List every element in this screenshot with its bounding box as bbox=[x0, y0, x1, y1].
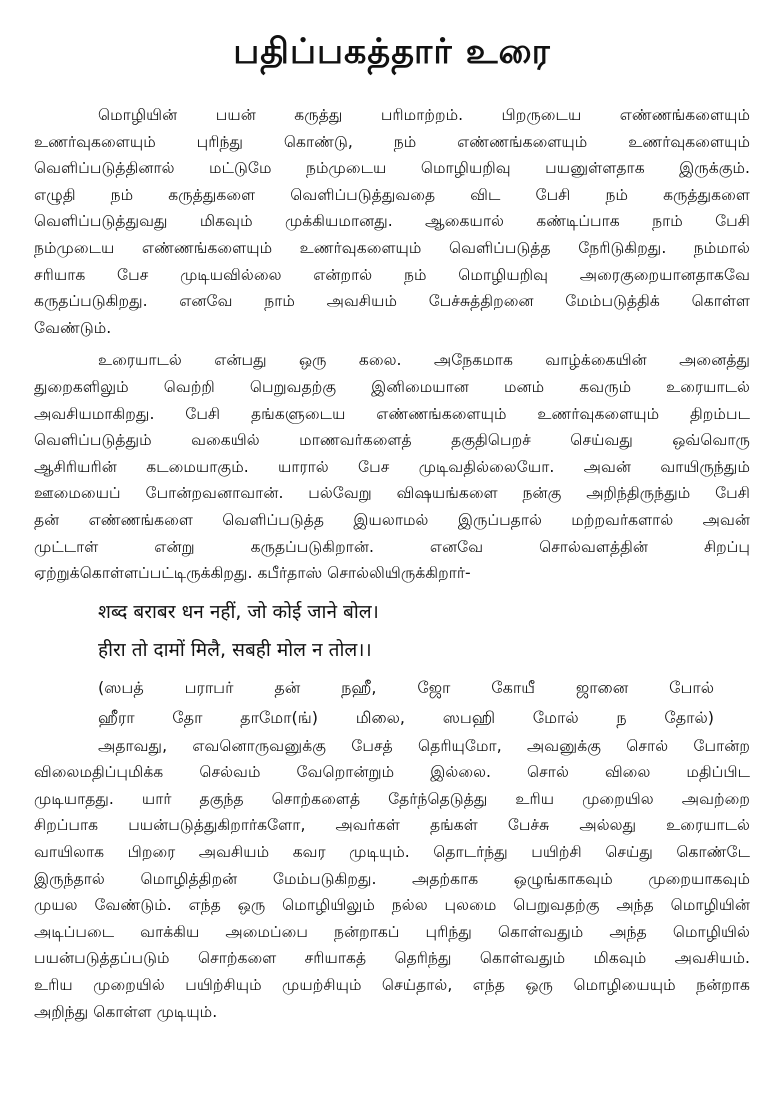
paragraph-line: அறிந்து கொள்ள முடியும். bbox=[34, 1002, 218, 1021]
paragraph-line: தன் எண்ணங்களை வெளிப்படுத்த இயலாமல் இருப்பதால் மற்றவர்களால் அவன் bbox=[34, 510, 750, 529]
transliteration-line: ஹீரா தோ தாமோ(ங்) மிலை, ஸபஹி மோல் ந தோல்) bbox=[98, 707, 714, 727]
paragraph-line: நம்முடைய எண்ணங்களையும் உணர்வுகளையும் வெளிப்படுத்த நேரிடுகிறது. நம்மால் bbox=[34, 238, 750, 257]
verse-line: हीरा तो दामों मिलै, सबही मोल न तोल।। bbox=[98, 638, 372, 661]
paragraph-line: ஏற்றுக்கொள்ளப்பட்டிருக்கிறது. கபீர்தாஸ் சொல்லியிருக்கிறார்- bbox=[34, 564, 471, 583]
paragraph-line: கருதப்படுகிறது. எனவே நாம் அவசியம் பேச்சுத்திறனை மேம்படுத்திக் கொள்ள bbox=[34, 292, 750, 311]
paragraph-line: முட்டாள் என்று கருதப்படுகிறான். எனவே சொல்வளத்தின் சிறப்பு bbox=[34, 537, 750, 556]
paragraph-line: சரியாக பேச முடியவில்லை என்றால் நம் மொழியறிவு அரைகுறையானதாகவே bbox=[34, 265, 750, 284]
paragraph-2 bbox=[34, 347, 750, 586]
paragraph-line: சிறப்பாக பயன்படுத்துகிறார்களோ, அவர்கள் தங்கள் பேச்சு அல்லது உரையாடல் bbox=[34, 816, 750, 835]
paragraph-line: ஊமையைப் போன்றவனாவான். பல்வேறு விஷயங்களை நன்கு அறிந்திருந்தும் பேசி bbox=[34, 484, 750, 503]
paragraph-1 bbox=[34, 102, 750, 341]
paragraph-line: வெளிப்படுத்தும் வகையில் மாணவர்களைத் தகுதிபெறச் செய்வது ஒவ்வொரு bbox=[34, 431, 750, 450]
paragraph-line: ஆசிரியரின் கடமையாகும். யாரால் பேச முடிவதில்லையோ. அவன் வாயிருந்தும் bbox=[34, 457, 750, 476]
paragraph-line: அதாவது, எவனொருவனுக்கு பேசத் தெரியுமோ, அவனுக்கு சொல் போன்ற bbox=[98, 736, 750, 755]
paragraph-line: உரையாடல் என்பது ஒரு கலை. அநேகமாக வாழ்க்கையின் அனைத்து bbox=[98, 351, 750, 370]
paragraph-line: அடிப்படை வாக்கிய அமைப்பை நன்றாகப் புரிந்து கொள்வதும் அந்த மொழியில் bbox=[34, 922, 750, 941]
paragraph-line: அவசியமாகிறது. பேசி தங்களுடைய எண்ணங்களையும் உணர்வுகளையும் திறம்பட bbox=[34, 404, 750, 423]
paragraph-line: முடியாதது. யார் தகுந்த சொற்களைத் தேர்ந்தெடுத்து உரிய முறையில அவற்றை bbox=[34, 789, 750, 808]
transliteration-line: (ஸபத் பராபர் தன் நஹீ, ஜோ கோயீ ஜானை போல் bbox=[98, 677, 714, 697]
paragraph-line: உணர்வுகளையும் புரிந்து கொண்டு, நம் எண்ணங்களையும் உணர்வுகளையும் bbox=[34, 132, 750, 151]
paragraph-line: வாயிலாக பிறரை அவசியம் கவர முடியும். தொடர்ந்து பயிற்சி செய்து கொண்டே bbox=[34, 843, 750, 862]
paragraph-line: முயல வேண்டும். எந்த ஒரு மொழியிலும் நல்ல புலமை பெறுவதற்கு அந்த மொழியின் bbox=[34, 896, 750, 915]
paragraph-3 bbox=[34, 733, 750, 1026]
paragraph-line: துறைகளிலும் வெற்றி பெறுவதற்கு இனிமையான மனம் கவரும் உரையாடல் bbox=[34, 377, 750, 396]
paragraph-line: விலைமதிப்புமிக்க செல்வம் வேறொன்றும் இல்லை. சொல் விலை மதிப்பிட bbox=[34, 763, 750, 782]
paragraph-line: எழுதி நம் கருத்துகளை வெளிப்படுத்துவதை விட பேசி நம் கருத்துகளை bbox=[34, 185, 750, 204]
verse-line: शब्द बराबर धन नहीं, जो कोई जाने बोल। bbox=[98, 600, 379, 623]
paragraph-line: வெளிப்படுத்துவது மிகவும் முக்கியமானது. ஆகையால் கண்டிப்பாக நாம் பேசி bbox=[34, 212, 750, 231]
verse-transliteration bbox=[98, 673, 750, 733]
paragraph-line: வேண்டும். bbox=[34, 318, 112, 337]
paragraph-line: பயன்படுத்தப்படும் சொற்களை சரியாகத் தெரிந்து கொள்வதும் மிகவும் அவசியம். bbox=[34, 949, 750, 968]
paragraph-line: மொழியின் பயன் கருத்து பரிமாற்றம். பிறருடைய எண்ணங்களையும் bbox=[98, 106, 750, 124]
hindi-verse bbox=[98, 593, 750, 669]
paragraph-line: உரிய முறையில் பயிற்சியும் முயற்சியும் செய்தால், எந்த ஒரு மொழியையும் நன்றாக bbox=[34, 976, 750, 995]
paragraph-line: இருந்தால் மொழித்திறன் மேம்படுகிறது. அதற்காக ஒழுங்காகவும் முறையாகவும் bbox=[34, 869, 750, 888]
page-title: பதிப்பகத்தார் உரை bbox=[233, 32, 551, 72]
paragraph-line: வெளிப்படுத்தினால் மட்டுமே நம்முடைய மொழியறிவு பயனுள்ளதாக இருக்கும். bbox=[34, 159, 750, 178]
